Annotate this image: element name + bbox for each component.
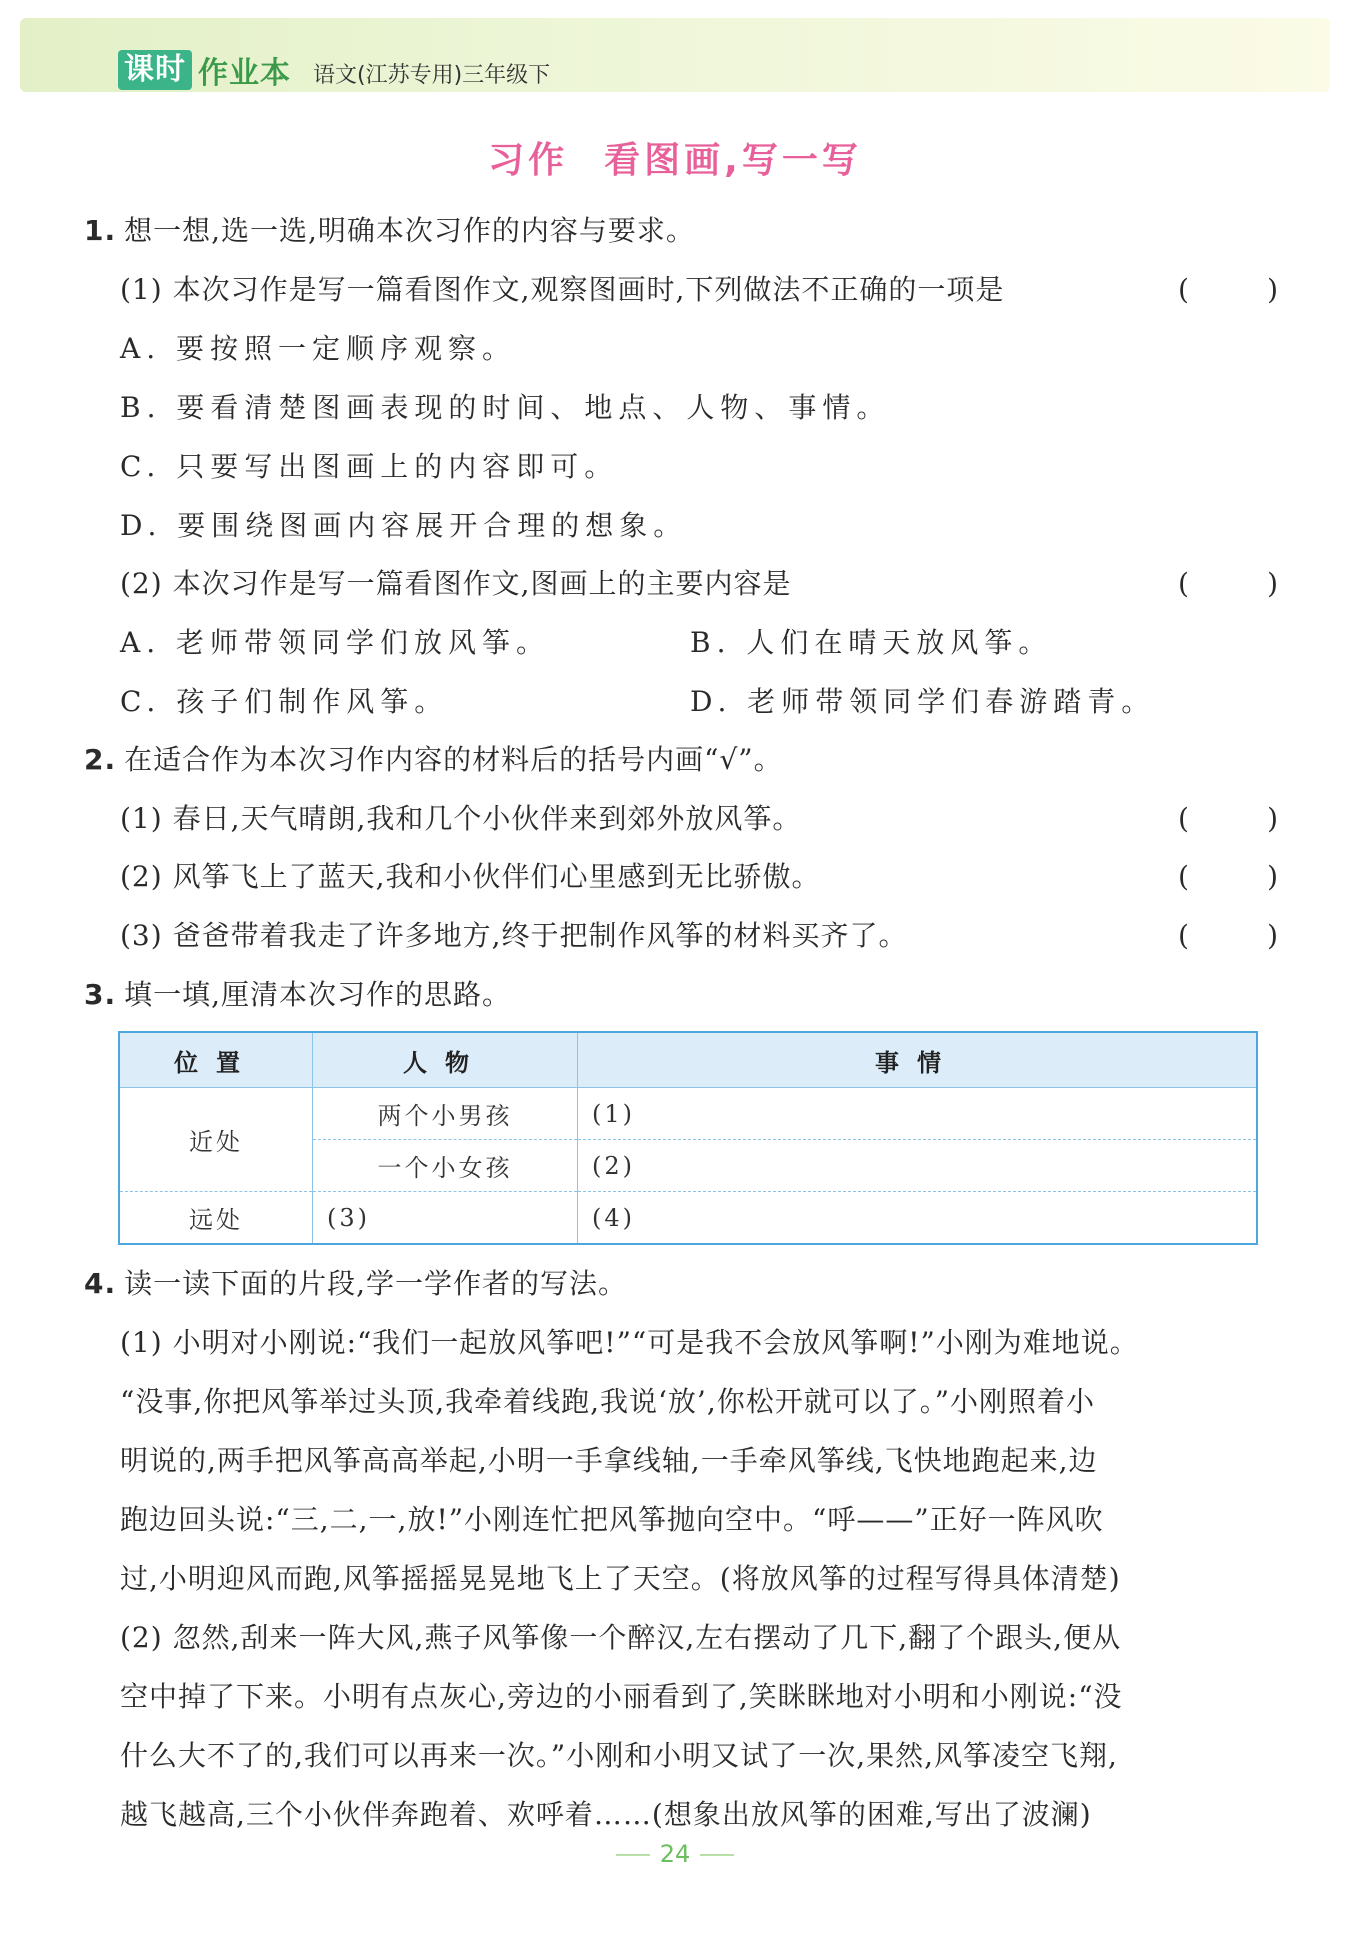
option-b: B. 人们在晴天放风筝。 — [690, 626, 1053, 659]
thinking-table — [118, 1031, 1258, 1245]
table-header-event: 事情 — [578, 1032, 1258, 1088]
question-1 — [84, 211, 695, 251]
cell-person-boys: 两个小男孩 — [313, 1088, 578, 1140]
question-1-sub-1: (1) 本次习作是写一篇看图作文,观察图画时,下列做法不正确的一项是 — [120, 273, 1005, 306]
blank-2[interactable]: (2) — [578, 1140, 1258, 1192]
passage-line: “没事,你把风筝举过头顶,我牵着线跑,我说‘放’,你松开就可以了。”小刚照着小 — [120, 1385, 1096, 1418]
cell-far: 远处 — [119, 1192, 313, 1245]
table-header-person: 人物 — [313, 1032, 578, 1088]
option-b: B. 要看清楚图画表现的时间、地点、人物、事情。 — [120, 391, 891, 424]
question-4 — [84, 1264, 627, 1304]
passage-line: 什么大不了的,我们可以再来一次。”小刚和小明又试了一次,果然,风筝凌空飞翔, — [120, 1739, 1118, 1772]
question-number: 3. — [84, 978, 117, 1011]
question-number: 4. — [84, 1267, 117, 1300]
passage-line: (1) 小明对小刚说:“我们一起放风筝吧!”“可是我不会放风筝啊!”小刚为难地说。 — [120, 1326, 1139, 1359]
question-text: 在适合作为本次习作内容的材料后的括号内画“√”。 — [124, 743, 783, 776]
passage-line: 过,小明迎风而跑,风筝摇摇晃晃地飞上了天空。(将放风筝的过程写得具体清楚) — [120, 1562, 1121, 1595]
page-number: 24 — [0, 1840, 1350, 1868]
passage-line: 空中掉了下来。小明有点灰心,旁边的小丽看到了,笑眯眯地对小明和小刚说:“没 — [120, 1680, 1123, 1713]
brand-logo: 课时 — [118, 50, 192, 90]
table-header-position: 位置 — [119, 1032, 313, 1088]
option-c: C. 孩子们制作风筝。 — [120, 685, 449, 718]
lesson-title-right: 看图画,写一写 — [604, 140, 862, 181]
cell-person-girl: 一个小女孩 — [313, 1140, 578, 1192]
brand-title: 作业本 — [198, 56, 291, 91]
question-text: 读一读下面的片段,学一学作者的写法。 — [124, 1267, 628, 1300]
option-d: D. 老师带领同学们春游踏青。 — [690, 685, 1156, 718]
answer-parentheses[interactable]: ( ) — [1178, 273, 1278, 306]
book-subtitle: 语文(江苏专用)三年级下 — [313, 62, 551, 88]
option-d: D. 要围绕图画内容展开合理的想象。 — [120, 509, 688, 542]
answer-parentheses[interactable]: ( ) — [1178, 919, 1278, 952]
question-text: 想一想,选一选,明确本次习作的内容与要求。 — [124, 214, 695, 247]
option-a: A. 老师带领同学们放风筝。 — [120, 626, 551, 659]
material-item-1: (1) 春日,天气晴朗,我和几个小伙伴来到郊外放风筝。 — [120, 802, 802, 835]
blank-3[interactable]: (3) — [313, 1192, 578, 1245]
header-brand — [118, 48, 550, 92]
answer-parentheses[interactable]: ( ) — [1178, 567, 1278, 600]
option-a: A. 要按照一定顺序观察。 — [120, 332, 517, 365]
passage-line: 明说的,两手把风筝高高举起,小明一手拿线轴,一手牵风筝线,飞快地跑起来,边 — [120, 1444, 1098, 1477]
cell-near: 近处 — [119, 1088, 313, 1192]
question-1-sub-2: (2) 本次习作是写一篇看图作文,图画上的主要内容是 — [120, 567, 792, 600]
option-c: C. 只要写出图画上的内容即可。 — [120, 450, 619, 483]
blank-1[interactable]: (1) — [578, 1088, 1258, 1140]
question-3 — [84, 975, 511, 1015]
question-number: 1. — [84, 214, 117, 247]
passage-line: 跑边回头说:“三,二,一,放!”小刚连忙把风筝抛向空中。“呼——”正好一阵风吹 — [120, 1503, 1104, 1536]
lesson-title — [0, 132, 1350, 183]
question-number: 2. — [84, 743, 117, 776]
lesson-title-left: 习作 — [488, 140, 569, 181]
answer-parentheses[interactable]: ( ) — [1178, 860, 1278, 893]
answer-parentheses[interactable]: ( ) — [1178, 802, 1278, 835]
material-item-3: (3) 爸爸带着我走了许多地方,终于把制作风筝的材料买齐了。 — [120, 919, 908, 952]
passage-line: (2) 忽然,刮来一阵大风,燕子风筝像一个醉汉,左右摆动了几下,翻了个跟头,便从 — [120, 1621, 1122, 1654]
material-item-2: (2) 风筝飞上了蓝天,我和小伙伴们心里感到无比骄傲。 — [120, 860, 821, 893]
passage-line: 越飞越高,三个小伙伴奔跑着、欢呼着……(想象出放风筝的困难,写出了波澜) — [120, 1798, 1092, 1831]
question-2 — [84, 740, 783, 780]
question-text: 填一填,厘清本次习作的思路。 — [124, 978, 512, 1011]
blank-4[interactable]: (4) — [578, 1192, 1258, 1245]
